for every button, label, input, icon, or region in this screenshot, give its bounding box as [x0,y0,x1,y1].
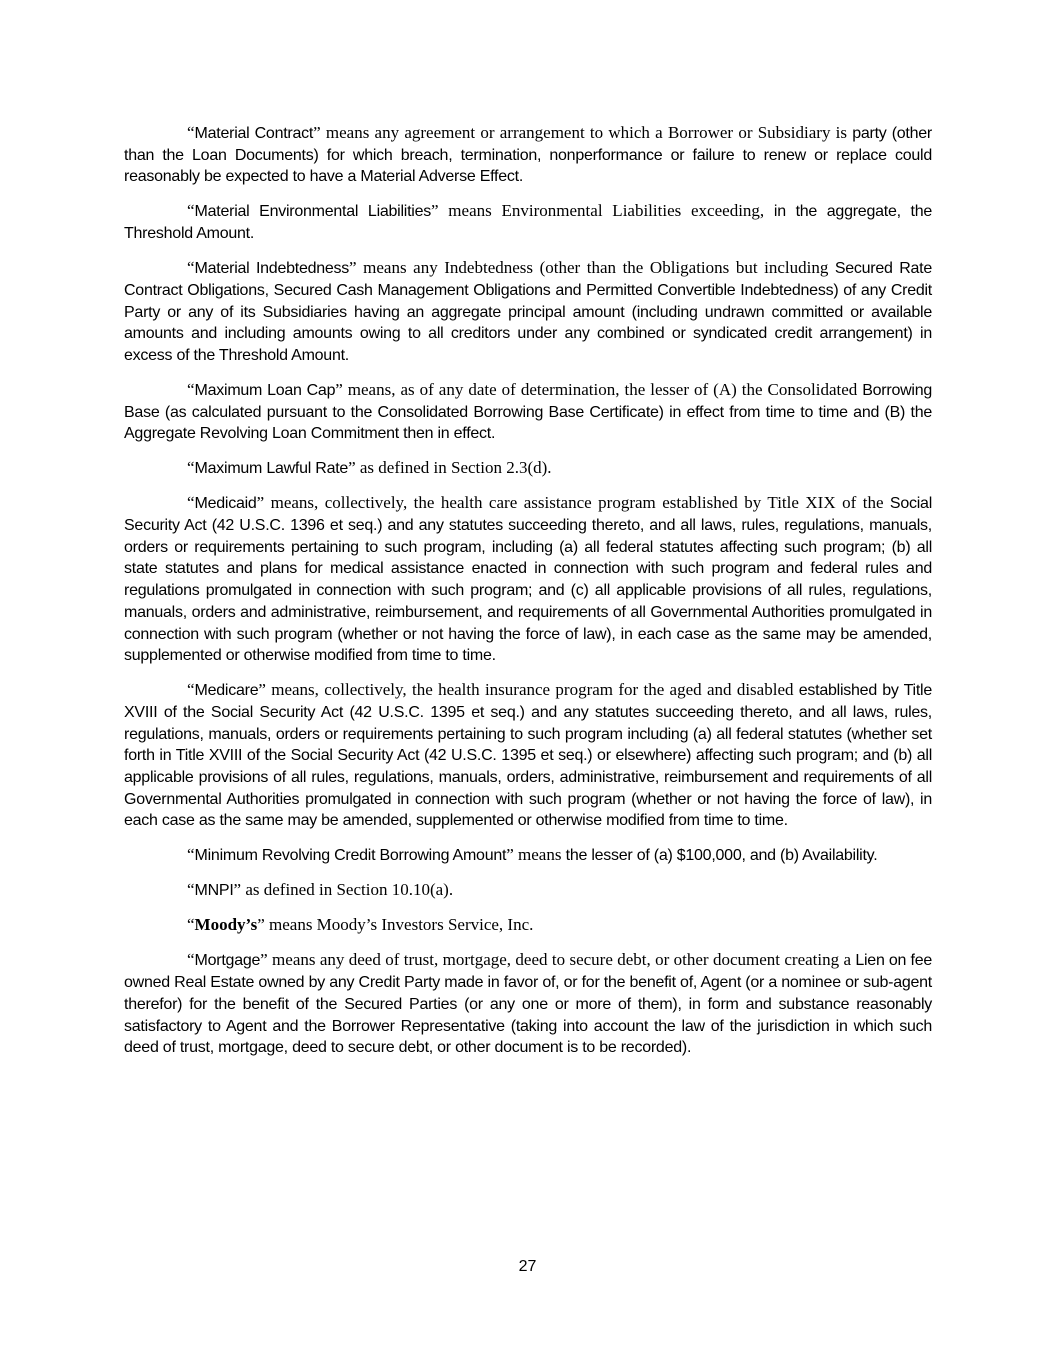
close-quote: ” [233,880,242,900]
definition-mortgage [124,949,932,1059]
defined-term: Maximum Lawful Rate [194,460,349,478]
close-quote: ” [335,379,343,399]
defined-term: Material Contract [194,125,314,142]
definition-lead: means any deed of trust, mortgage, deed to secure debt, or other document creating a [267,950,852,970]
defined-term: Minimum Revolving Credit Borrowing Amount [194,847,507,865]
definition-lead: means any Indebtedness (other than the Obligations but including [356,258,829,278]
open-quote: “ [187,845,195,865]
open-quote: “ [187,123,195,142]
definition-lead: as defined in Section 10.10(a). [241,880,454,900]
definition-material-contract [124,122,932,188]
definition-body: the lesser of (a) $100,000, and (b) Availability. [561,847,878,865]
definition-maximum-loan-cap [124,379,932,445]
definition-minimum-revolving-credit-borrowing-amount [124,844,932,867]
open-quote: “ [187,201,195,221]
close-quote: ” [349,258,357,278]
definition-lead: means Moody’s Investors Service, Inc. [264,915,534,935]
definition-lead: means, collectively, the health insurance program for the aged and disabled [265,680,794,700]
definition-body: Lien on fee owned Real Estate owned by any Credit Party made in favor of, or for the benefit of, Agent (or a nominee or sub-agent therefor) for the benefit of the Secured Parties (or any one or more of them), in form and substance reasonably satisfactory to Agent and the Borrower Representative (taking into account the law of the jurisdiction in which such deed of trust, mortgage, deed to secure debt, or other document is to be recorded). [124,952,933,1057]
definition-medicaid [124,492,932,667]
definition-lead: means [513,845,562,865]
definition-mnpi [124,879,932,902]
open-quote: “ [187,915,195,935]
defined-term: Maximum Loan Cap [194,381,336,399]
definition-maximum-lawful-rate [124,457,932,480]
definition-medicare [124,679,932,832]
defined-term: Medicare [194,682,259,700]
close-quote: ” [256,493,265,513]
definition-lead: means Environmental Liabilities exceeding, [438,201,765,221]
close-quote: ” [506,845,514,865]
open-quote: “ [187,680,195,700]
definition-lead: means, collectively, the health care assistance program established by Title XIX of the [264,493,884,513]
open-quote: “ [187,493,195,513]
definition-body: Secured Rate Contract Obligations, Secured Cash Management Obligations and Permitted Convertible Indebtedness) of any Credit Party or any of its Subsidiaries having an aggregate principal amount (including undrawn committed or available amounts and including amounts owing to all creditors under any combined or syndicated credit arrangement) in excess of the Threshold Amount. [124,260,932,364]
definition-lead: means, as of any date of determination, the lesser of (A) the Consolidated [342,379,858,399]
definition-body: Borrowing Base (as calculated pursuant to the Consolidated Borrowing Base Certificate) in effect from time to time and (B) the Aggregate Revolving Loan Commitment then in effect. [124,381,932,443]
defined-term: Material Environmental Liabilities [194,203,431,221]
open-quote: “ [187,379,195,399]
open-quote: “ [187,880,195,900]
defined-term: MNPI [194,882,234,900]
definition-body: party (other than the Loan Documents) for which breach, termination, nonperformance or failure to renew or replace could reasonably be expected to have a Material Adverse Effect. [124,125,932,186]
close-quote: ” [313,123,321,142]
defined-term: Moody’s [194,915,258,935]
defined-term: Mortgage [194,952,261,970]
definition-body: in the aggregate, the Threshold Amount. [124,203,932,243]
close-quote: ” [260,950,268,970]
definition-material-environmental-liabilities [124,200,932,244]
definitions-section [124,122,932,1071]
open-quote: “ [187,950,195,970]
open-quote: “ [187,258,195,278]
open-quote: “ [187,458,195,478]
defined-term: Medicaid [194,495,257,513]
close-quote: ” [258,680,266,700]
definition-lead: as defined in Section 2.3(d). [355,458,552,478]
close-quote: ” [430,201,439,221]
defined-term: Material Indebtedness [194,260,350,278]
page-number: 27 [518,1258,537,1275]
definition-body: established by Title XVIII of the Social Security Act (42 U.S.C. 1395 et seq.) and any statutes succeeding thereto, and all laws, rules, regulations, manuals, orders or requirements pertaining to such program including (a) all federal statutes (whether set forth in Title XVIII of the Social Security Act (42 U.S.C. 1395 et seq.) or elsewhere) affecting such program; and (b) all applicable provisions of all rules, regulations, manuals, orders, administrative, reimbursement and requirements of all Governmental Authorities promulgated in connection with such program (whether or not having the force of law), in each case as the same may be amended, supplemented or otherwise modified from time to time. [124,682,932,830]
close-quote: ” [257,915,265,935]
close-quote: ” [348,458,356,478]
definition-moodys [124,914,932,937]
definition-body: Social Security Act (42 U.S.C. 1396 et seq.) and any statutes succeeding thereto, and all laws, rules, regulations, manuals, orders or requirements pertaining to such program, including (a) all federal statutes affecting such program; (b) all state statutes and plans for medical assistance enacted in connection with such program and federal rules and regulations promulgated in connection with such program; and (c) all applicable provisions of all rules, regulations, manuals, orders and administrative, reimbursement, and requirements of all Governmental Authorities promulgated in connection with such program (whether or not having the force of law), in each case as the same may be amended, supplemented or otherwise modified from time to time. [124,495,932,665]
definition-lead: means any agreement or arrangement to which a Borrower or Subsidiary is [320,123,848,142]
definition-material-indebtedness [124,257,932,367]
